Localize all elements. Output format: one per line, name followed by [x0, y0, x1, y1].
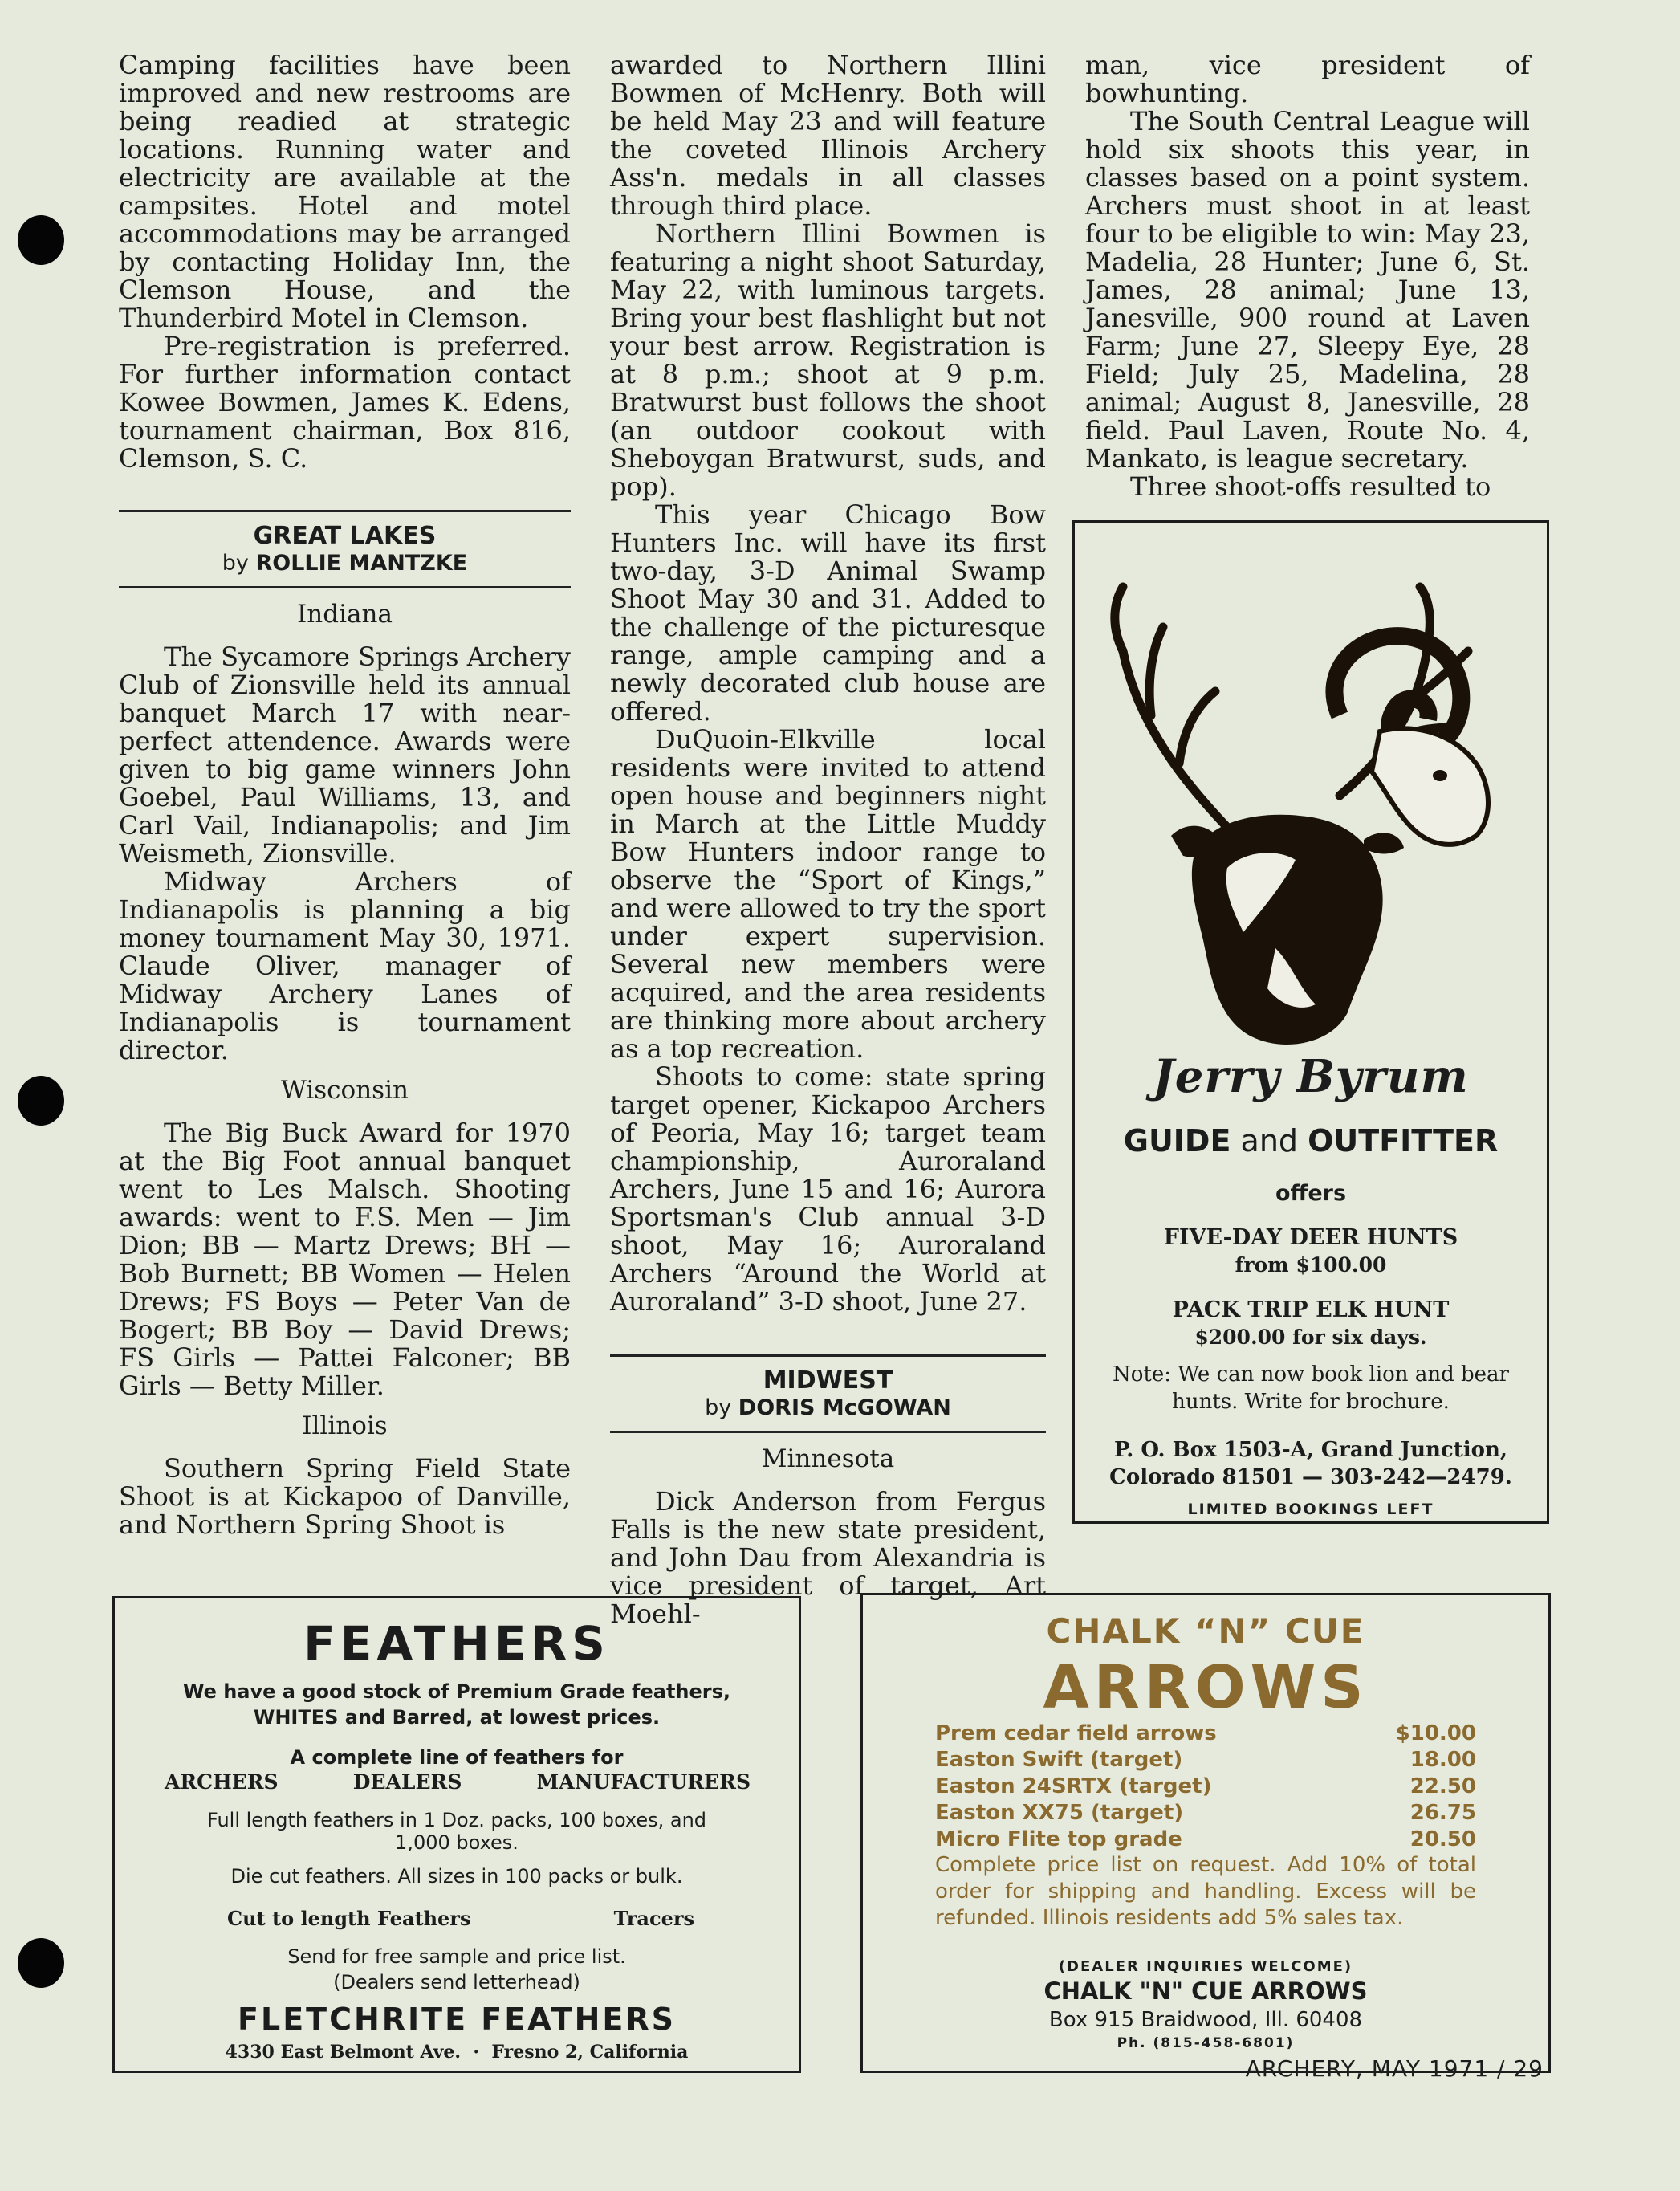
- ad-feathers-line: We have a good stock of Premium Grade feathers, WHITES and Barred, at lowest prices.: [182, 1680, 731, 1729]
- paragraph: Pre-registration is preferred. For further information contact Kowee Bowmen, James K. Edens, tournament chairman, Box 816, Clemson, S. C.: [119, 331, 571, 474]
- paragraph: DuQuoin-Elkville local residents were invited to attend open house and beginners night in March at the Little Muddy Bow Hunters indoor range to observe the “Sport of Kings,” and were allowed to try the sport under expert supervision. Several new members were acquired, and the area residents are thinking more about archery as a top recreation.: [610, 724, 1046, 1064]
- section-title: GREAT LAKES: [253, 522, 437, 550]
- article-column-2: [610, 51, 1046, 1628]
- page-folio: ARCHERY, MAY 1971 / 29: [1245, 2055, 1544, 2082]
- ad-chalk-n-cue: [860, 1593, 1551, 2073]
- paragraph: Southern Spring Field State Shoot is at Kickapoo of Danville, and Northern Spring Shoot is: [119, 1453, 571, 1540]
- price-item-name: Easton XX75 (target): [935, 1801, 1184, 1825]
- price-row: [935, 1827, 1476, 1853]
- ad-chalk-title: CHALK “N” CUE: [1046, 1611, 1365, 1651]
- ad-byrum-limited: LIMITED BOOKINGS LEFT: [1187, 1501, 1434, 1518]
- binder-hole: [18, 215, 64, 265]
- section-rule: [119, 510, 571, 512]
- article-column-3: [1085, 51, 1530, 501]
- ad-feathers-line: Send for free sample and price list.: [287, 1945, 626, 1968]
- paragraph: Dick Anderson from Fergus Falls is the new state president, and John Dau from Alexandria is vice president of target, Art Moehl-: [610, 1486, 1046, 1629]
- ad-feathers-company: FLETCHRITE FEATHERS: [238, 2002, 676, 2037]
- article-column-1: [119, 51, 571, 1539]
- ad-fletchrite-feathers: [112, 1596, 801, 2073]
- ad-feathers-line: (Dealers send letterhead): [333, 1971, 580, 1993]
- paragraph: Shoots to come: state spring target opener, Kickapoo Archers of Peoria, May 16; target team championship, Auroraland Archers, June 15 and 16; Aurora Sportsman's Club annual 3-D shoot, May 16; Auroraland Archers “Around the World at Auroraland” 3-D shoot, June 27.: [610, 1061, 1046, 1317]
- paragraph: Three shoot-offs resulted to: [1130, 471, 1491, 502]
- ad-chalk-phone: Ph. (815-458-6801): [1117, 2035, 1295, 2051]
- price-item-name: Easton 24SRTX (target): [935, 1774, 1212, 1798]
- ad-feathers-cut: Cut to length Feathers Tracers: [227, 1907, 694, 1930]
- ad-jerry-byrum: [1072, 520, 1549, 1524]
- ad-byrum-address: P. O. Box 1503-A, Grand Junction, Colorado 81501 — 303-242—2479.: [1109, 1438, 1512, 1489]
- ad-feathers-line: Die cut feathers. All sizes in 100 packs or bulk.: [230, 1865, 683, 1888]
- state-heading-illinois: Illinois: [302, 1411, 388, 1440]
- ad-byrum-deer: FIVE-DAY DEER HUNTS from $100.00: [1163, 1225, 1458, 1277]
- section-author: ROLLIE MANTZKE: [255, 551, 468, 576]
- ad-chalk-arrows: ARROWS: [1043, 1653, 1369, 1722]
- price-row: [935, 1747, 1476, 1774]
- paragraph: Midway Archers of Indianapolis is planning a big money tournament May 30, 1971. Claude Oliver, manager of Midway Archery Lanes of Indianapolis is tournament director.: [119, 866, 571, 1065]
- ad-chalk-terms: Complete price list on request. Add 10% of total order for shipping and handling. Excess will be refunded. Illinois residents add 5% sales tax.: [935, 1853, 1476, 1930]
- price-row: [935, 1774, 1476, 1800]
- ad-feathers-audience: ARCHERS DEALERS MANUFACTURERS: [165, 1770, 751, 1794]
- price-item-name: Easton Swift (target): [935, 1748, 1183, 1772]
- ad-chalk-company: CHALK "N" CUE ARROWS: [1043, 1977, 1368, 2005]
- ad-chalk-dealer: (DEALER INQUIRIES WELCOME): [1058, 1958, 1353, 1975]
- section-byline: by DORIS McGOWAN: [705, 1395, 951, 1420]
- price-item-name: Prem cedar field arrows: [935, 1721, 1217, 1745]
- price-item-price: 18.00: [1409, 1748, 1476, 1772]
- ad-byrum-tagline: GUIDE and OUTFITTER: [1123, 1123, 1499, 1159]
- ad-chalk-price-list: [935, 1721, 1476, 1853]
- section-byline: by ROLLIE MANTZKE: [222, 551, 468, 576]
- paragraph: The South Central League will hold six shoots this year, in classes based on a point system. Archers must shoot in at least four to be eligible to win: May 23, Madelia, 28 Hunter; June 6, St. James, 28 animal; June 13, Janesville, 900 round at Laven Farm; June 27, Sleepy Eye, 28 Field; July 25, Madelina, 28 animal; August 8, Janesville, 28 field. Paul Laven, Route No. 4, Mankato, is league secretary.: [1085, 106, 1530, 474]
- state-heading-wisconsin: Wisconsin: [281, 1076, 409, 1105]
- price-row: [935, 1800, 1476, 1827]
- price-item-price: 22.50: [1409, 1774, 1476, 1798]
- section-rule: [610, 1431, 1046, 1433]
- deer-ram-illustration: [1075, 531, 1547, 1061]
- price-item-price: $10.00: [1395, 1721, 1476, 1745]
- section-title: MIDWEST: [763, 1366, 893, 1395]
- binder-hole: [18, 1938, 64, 1988]
- ad-chalk-address: Box 915 Braidwood, Ill. 60408: [1048, 2008, 1363, 2032]
- price-item-price: 20.50: [1409, 1827, 1476, 1851]
- price-item-price: 26.75: [1409, 1801, 1476, 1825]
- paragraph: The Sycamore Springs Archery Club of Zionsville held its annual banquet March 17 with near-perfect attendence. Awards were given to big game winners John Goebel, Paul Williams, 13, and Carl Vail, Indianapolis; and Jim Weismeth, Zionsville.: [119, 641, 571, 869]
- ad-feathers-address: 4330 East Belmont Ave. · Fresno 2, California: [225, 2042, 689, 2063]
- paragraph: awarded to Northern Illini Bowmen of McHenry. Both will be held May 23 and will feature the coveted Illinois Archery Ass'n. medals in all classes through third place.: [610, 50, 1046, 221]
- paragraph: The Big Buck Award for 1970 at the Big Foot annual banquet went to Les Malsch. Shooting awards: went to F.S. Men — Jim Dion; BB — Martz Drews; BH — Bob Burnett; BB Women — Helen Drews; FS Boys — Peter Van de Bogert; BB Boy — David Drews; FS Girls — Pattei Falconer; BB Girls — Betty Miller.: [119, 1118, 571, 1401]
- price-row: [935, 1721, 1476, 1747]
- ad-byrum-offers: offers: [1275, 1181, 1347, 1206]
- section-author: DORIS McGOWAN: [738, 1395, 951, 1420]
- paragraph: This year Chicago Bow Hunters Inc. will have its first two-day, 3-D Animal Swamp Shoot May 30 and 31. Added to the challenge of the picturesque range, ample camping and a newly decorated club house are offered.: [610, 499, 1046, 727]
- binder-hole: [18, 1076, 64, 1126]
- ad-feathers-line: Full length feathers in 1 Doz. packs, 100 boxes, and 1,000 boxes.: [206, 1809, 707, 1854]
- ad-feathers-title: FEATHERS: [303, 1616, 610, 1671]
- state-heading-minnesota: Minnesota: [761, 1444, 895, 1473]
- section-rule: [119, 586, 571, 588]
- state-heading-indiana: Indiana: [297, 600, 393, 629]
- paragraph: man, vice president of bowhunting.: [1085, 50, 1530, 108]
- ad-byrum-note: Note: We can now book lion and bear hunts. Write for brochure.: [1113, 1362, 1509, 1414]
- paragraph: Northern Illini Bowmen is featuring a night shoot Saturday, May 22, with luminous targets. Bring your best flashlight but not your best arrow. Registration is at 8 p.m.; shoot at 9 p.m. Bratwurst bust follows the shoot (an outdoor cookout with Sheboygan Bratwurst, suds, and pop).: [610, 218, 1046, 502]
- section-rule: [610, 1354, 1046, 1357]
- paragraph: Camping facilities have been improved and new restrooms are being readied at strategic locations. Running water and electricity are available at the campsites. Hotel and motel accommodations may be arranged by contacting Holiday Inn, the Clemson House, and the Thunderbird Motel in Clemson.: [119, 50, 571, 333]
- ad-byrum-elk: PACK TRIP ELK HUNT $200.00 for six days.: [1172, 1297, 1450, 1349]
- price-item-name: Micro Flite top grade: [935, 1827, 1182, 1851]
- ad-byrum-name: Jerry Byrum: [1153, 1050, 1469, 1103]
- ad-feathers-line: A complete line of feathers for: [290, 1746, 624, 1769]
